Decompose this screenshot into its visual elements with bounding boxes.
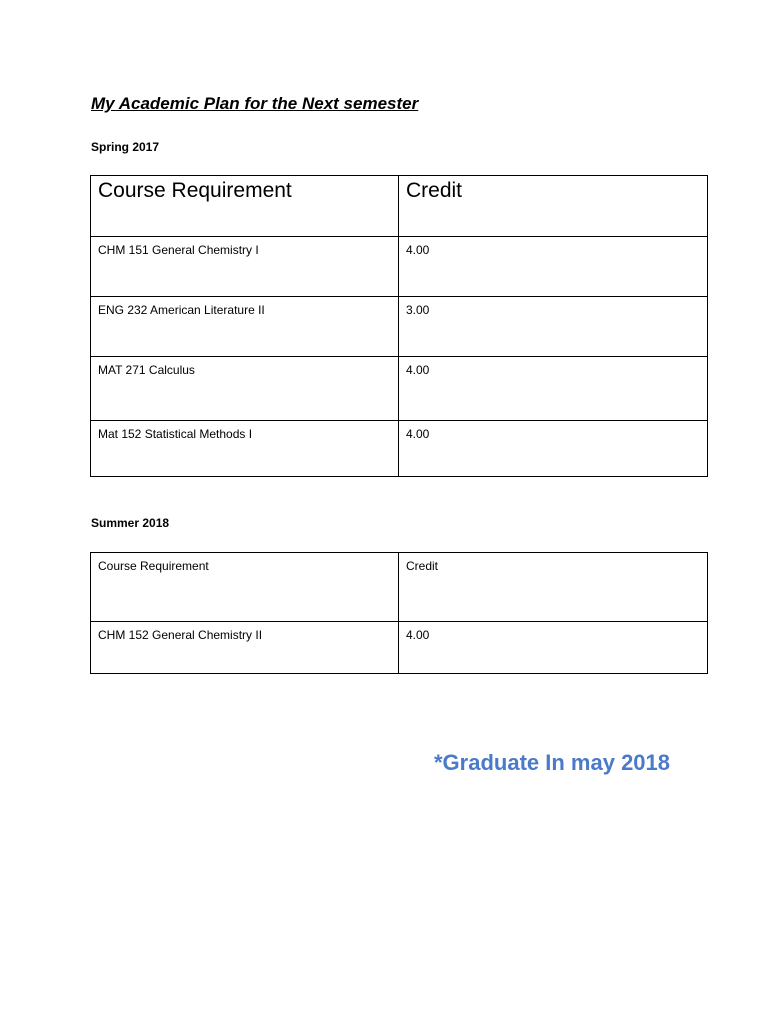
- table-header-row: [91, 176, 708, 237]
- credit-cell: 4.00: [399, 622, 708, 674]
- table-row: [91, 357, 708, 421]
- spring-course-table: [90, 175, 708, 477]
- table-row: [91, 622, 708, 674]
- column-header-credit: Credit: [399, 176, 708, 237]
- course-cell: Mat 152 Statistical Methods I: [91, 421, 399, 477]
- graduation-note: *Graduate In may 2018: [434, 750, 671, 775]
- page-title: My Academic Plan for the Next semester: [91, 94, 419, 113]
- term-heading-summer: Summer 2018: [91, 516, 170, 530]
- credit-cell: 3.00: [399, 297, 708, 357]
- table-row: [91, 237, 708, 297]
- course-cell: CHM 151 General Chemistry I: [91, 237, 399, 297]
- course-cell: ENG 232 American Literature II: [91, 297, 399, 357]
- credit-cell: 4.00: [399, 357, 708, 421]
- summer-course-table: [90, 552, 708, 674]
- table-header-row: [91, 553, 708, 622]
- course-cell: CHM 152 General Chemistry II: [91, 622, 399, 674]
- table-row: [91, 421, 708, 477]
- credit-cell: 4.00: [399, 421, 708, 477]
- column-header-course: Course Requirement: [91, 176, 399, 237]
- table-row: [91, 297, 708, 357]
- column-header-credit: Credit: [399, 553, 708, 622]
- column-header-course: Course Requirement: [91, 553, 399, 622]
- course-cell: MAT 271 Calculus: [91, 357, 399, 421]
- credit-cell: 4.00: [399, 237, 708, 297]
- term-heading-spring: Spring 2017: [91, 140, 160, 154]
